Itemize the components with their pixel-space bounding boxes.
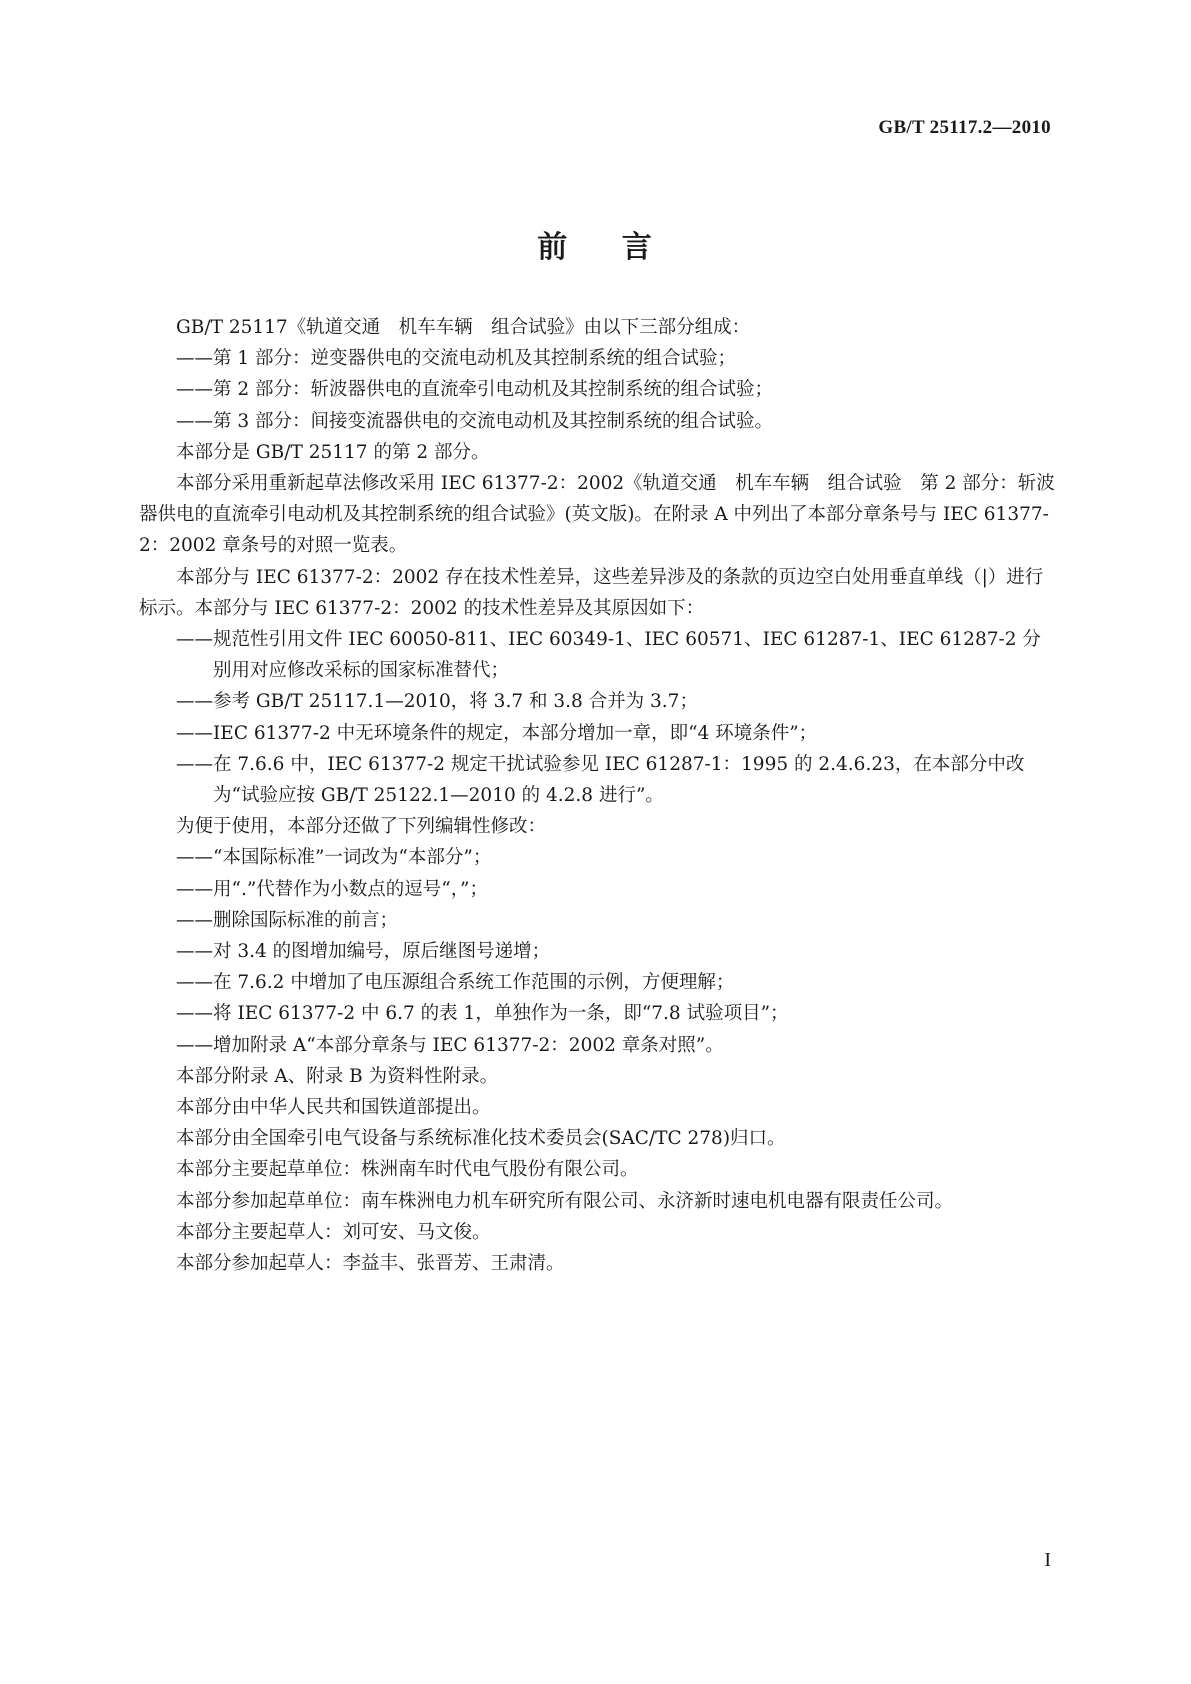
- paragraph: ——第 2 部分：斩波器供电的直流牵引电动机及其控制系统的组合试验；: [176, 379, 774, 401]
- paragraph: ——规范性引用文件 IEC 60050-811、IEC 60349-1、IEC 60571、IEC 61287-1、IEC 61287-2 分别用对应修改采标的国家标准替代；: [176, 629, 1041, 682]
- paragraph: 本部分参加起草人：李益丰、张晋芳、王肃清。: [176, 1253, 565, 1275]
- paragraph: 本部分附录 A、附录 B 为资料性附录。: [176, 1065, 499, 1087]
- paragraph: 本部分采用重新起草法修改采用 IEC 61377-2：2002《轨道交通 机车车辆 组合试验 第 2 部分：斩波器供电的直流牵引电动机及其控制系统的组合试验》(英文版)。在附录 A 中列出了本部分章条号与 IEC 61377-2：2002 章条号的对照一览表。: [139, 473, 1055, 557]
- paragraph: ——对 3.4 的图增加编号，原后继图号递增；: [176, 941, 551, 963]
- paragraph: ——“本国际标准”一词改为“本部分”；: [176, 847, 492, 869]
- paragraph: GB/T 25117《轨道交通 机车车辆 组合试验》由以下三部分组成：: [176, 317, 751, 338]
- paragraph: 本部分是 GB/T 25117 的第 2 部分。: [176, 441, 490, 463]
- page-title: 前 言: [537, 230, 654, 265]
- paragraph: ——在 7.6.2 中增加了电压源组合系统工作范围的示例，方便理解；: [176, 972, 735, 994]
- paragraph: ——将 IEC 61377-2 中 6.7 的表 1，单独作为一条，即“7.8 试验项目”；: [176, 1003, 789, 1025]
- paragraph: 本部分主要起草单位：株洲南车时代电气股份有限公司。: [176, 1159, 639, 1181]
- paragraph: ——IEC 61377-2 中无环境条件的规定，本部分增加一章，即“4 环境条件”；: [176, 722, 818, 744]
- paragraph: 本部分主要起草人：刘可安、马文俊。: [176, 1221, 491, 1243]
- paragraph: ——删除国际标准的前言；: [176, 909, 399, 931]
- paragraph: ——参考 GB/T 25117.1—2010，将 3.7 和 3.8 合并为 3.7；: [176, 691, 698, 713]
- foreword-body: [139, 312, 1059, 1279]
- paragraph: 本部分由中华人民共和国铁道部提出。: [176, 1097, 491, 1119]
- paragraph: ——第 1 部分：逆变器供电的交流电动机及其控制系统的组合试验；: [176, 348, 737, 370]
- page-number: I: [1044, 1549, 1051, 1571]
- paragraph: 本部分参加起草单位：南车株洲电力机车研究所有限公司、永济新时速电机电器有限责任公司。: [176, 1190, 954, 1212]
- paragraph: 为便于使用，本部分还做了下列编辑性修改：: [176, 816, 547, 838]
- paragraph: 本部分由全国牵引电气设备与系统标准化技术委员会(SAC/TC 278)归口。: [176, 1128, 786, 1150]
- paragraph: ——在 7.6.6 中，IEC 61377-2 规定干扰试验参见 IEC 61287-1：1995 的 2.4.6.23，在本部分中改为“试验应按 GB/T 25122.1—2010 的 4.2.8 进行”。: [176, 753, 1025, 807]
- paragraph: ——第 3 部分：间接变流器供电的交流电动机及其控制系统的组合试验。: [176, 410, 774, 432]
- paragraph: ——增加附录 A“本部分章条与 IEC 61377-2：2002 章条对照”。: [176, 1034, 724, 1056]
- paragraph: ——用“.”代替作为小数点的逗号“，”；: [176, 878, 488, 900]
- standard-code: GB/T 25117.2—2010: [878, 117, 1051, 138]
- paragraph: 本部分与 IEC 61377-2：2002 存在技术性差异，这些差异涉及的条款的页边空白处用垂直单线（|）进行标示。本部分与 IEC 61377-2：2002 的技术性差异及其原因如下：: [139, 566, 1044, 619]
